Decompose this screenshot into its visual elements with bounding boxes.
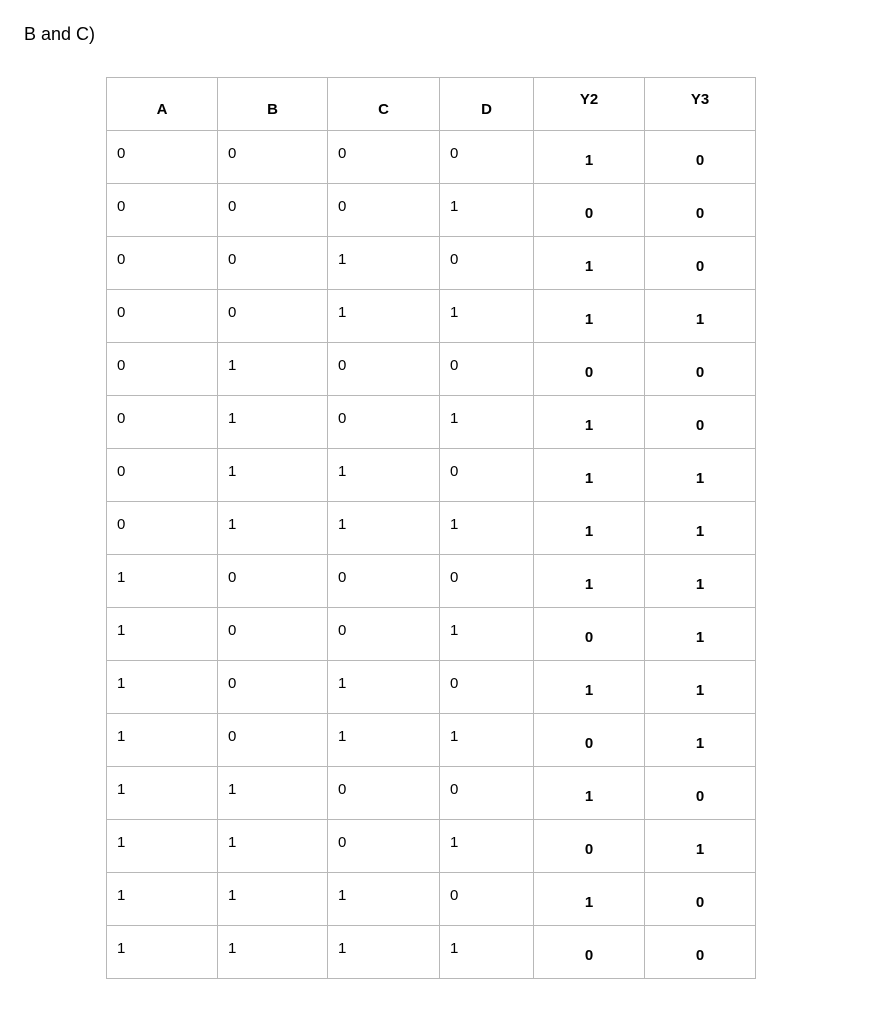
cell-c: 0 <box>328 555 440 608</box>
table-row <box>107 343 756 396</box>
cell-a: 0 <box>107 343 218 396</box>
cell-c: 1 <box>328 873 440 926</box>
table-header-row <box>107 78 756 131</box>
cell-a: 1 <box>107 661 218 714</box>
cell-b: 0 <box>218 714 328 767</box>
cell-d: 1 <box>440 714 534 767</box>
table-row <box>107 396 756 449</box>
cell-y2: 1 <box>534 290 645 343</box>
cell-c: 0 <box>328 820 440 873</box>
cell-d: 0 <box>440 661 534 714</box>
cell-d: 0 <box>440 343 534 396</box>
cell-y2: 0 <box>534 184 645 237</box>
cell-y2: 0 <box>534 343 645 396</box>
cell-c: 1 <box>328 237 440 290</box>
table-row <box>107 820 756 873</box>
cell-b: 1 <box>218 873 328 926</box>
cell-y2: 0 <box>534 926 645 979</box>
cell-y2: 1 <box>534 873 645 926</box>
cell-d: 0 <box>440 767 534 820</box>
cell-a: 1 <box>107 555 218 608</box>
table-row <box>107 502 756 555</box>
cell-y2: 0 <box>534 820 645 873</box>
cell-y3: 0 <box>645 873 756 926</box>
cell-c: 1 <box>328 926 440 979</box>
cell-c: 0 <box>328 767 440 820</box>
cell-b: 1 <box>218 396 328 449</box>
cell-c: 1 <box>328 449 440 502</box>
cell-c: 0 <box>328 184 440 237</box>
table-row <box>107 767 756 820</box>
cell-a: 0 <box>107 237 218 290</box>
cell-c: 1 <box>328 502 440 555</box>
cell-c: 0 <box>328 131 440 184</box>
cell-y3: 0 <box>645 926 756 979</box>
cell-y3: 0 <box>645 343 756 396</box>
cell-a: 1 <box>107 820 218 873</box>
cell-y2: 1 <box>534 502 645 555</box>
cell-y3: 1 <box>645 449 756 502</box>
cell-b: 1 <box>218 502 328 555</box>
cell-a: 1 <box>107 767 218 820</box>
cell-c: 1 <box>328 661 440 714</box>
truth-table <box>106 77 756 979</box>
cell-c: 0 <box>328 343 440 396</box>
cell-a: 0 <box>107 502 218 555</box>
cell-y3: 0 <box>645 131 756 184</box>
table-row <box>107 926 756 979</box>
table-row <box>107 237 756 290</box>
cell-b: 1 <box>218 767 328 820</box>
cell-a: 0 <box>107 290 218 343</box>
cell-b: 0 <box>218 608 328 661</box>
cell-y3: 1 <box>645 608 756 661</box>
cell-y2: 0 <box>534 714 645 767</box>
cell-a: 1 <box>107 873 218 926</box>
cell-b: 0 <box>218 290 328 343</box>
cell-y3: 1 <box>645 714 756 767</box>
table-row <box>107 131 756 184</box>
cell-c: 0 <box>328 608 440 661</box>
cell-y2: 1 <box>534 237 645 290</box>
cell-b: 0 <box>218 555 328 608</box>
cell-a: 0 <box>107 396 218 449</box>
cell-a: 0 <box>107 449 218 502</box>
cell-y3: 1 <box>645 502 756 555</box>
table-row <box>107 661 756 714</box>
cell-a: 1 <box>107 714 218 767</box>
cell-y3: 0 <box>645 237 756 290</box>
cell-d: 0 <box>440 873 534 926</box>
cell-a: 1 <box>107 608 218 661</box>
column-header-y3: Y3 <box>645 78 756 131</box>
cell-d: 1 <box>440 396 534 449</box>
cell-d: 0 <box>440 131 534 184</box>
cell-b: 0 <box>218 184 328 237</box>
cell-b: 1 <box>218 449 328 502</box>
table-row <box>107 873 756 926</box>
cell-d: 1 <box>440 608 534 661</box>
table-row <box>107 608 756 661</box>
cell-b: 0 <box>218 131 328 184</box>
cell-a: 1 <box>107 926 218 979</box>
cell-b: 1 <box>218 343 328 396</box>
cell-d: 0 <box>440 237 534 290</box>
cell-y3: 0 <box>645 184 756 237</box>
column-header-b: B <box>218 78 328 131</box>
document-heading: B and C) <box>24 24 96 44</box>
cell-c: 0 <box>328 396 440 449</box>
cell-y3: 0 <box>645 767 756 820</box>
cell-d: 1 <box>440 820 534 873</box>
cell-a: 0 <box>107 184 218 237</box>
cell-y2: 1 <box>534 131 645 184</box>
cell-y3: 1 <box>645 661 756 714</box>
cell-d: 0 <box>440 555 534 608</box>
cell-y2: 1 <box>534 449 645 502</box>
cell-c: 1 <box>328 714 440 767</box>
cell-y2: 1 <box>534 396 645 449</box>
cell-d: 1 <box>440 502 534 555</box>
cell-d: 1 <box>440 290 534 343</box>
cell-y3: 0 <box>645 396 756 449</box>
cell-b: 0 <box>218 661 328 714</box>
cell-y2: 1 <box>534 555 645 608</box>
cell-b: 0 <box>218 237 328 290</box>
cell-y3: 1 <box>645 555 756 608</box>
cell-y3: 1 <box>645 290 756 343</box>
table-row <box>107 555 756 608</box>
cell-y2: 0 <box>534 608 645 661</box>
table-body <box>107 131 756 979</box>
column-header-y2: Y2 <box>534 78 645 131</box>
column-header-d: D <box>440 78 534 131</box>
column-header-a: A <box>107 78 218 131</box>
cell-y2: 1 <box>534 661 645 714</box>
cell-b: 1 <box>218 926 328 979</box>
cell-b: 1 <box>218 820 328 873</box>
cell-y2: 1 <box>534 767 645 820</box>
cell-d: 1 <box>440 184 534 237</box>
cell-d: 1 <box>440 926 534 979</box>
table-row <box>107 714 756 767</box>
cell-y3: 1 <box>645 820 756 873</box>
table-row <box>107 184 756 237</box>
table-row <box>107 290 756 343</box>
cell-d: 0 <box>440 449 534 502</box>
cell-a: 0 <box>107 131 218 184</box>
table-row <box>107 449 756 502</box>
cell-c: 1 <box>328 290 440 343</box>
column-header-c: C <box>328 78 440 131</box>
